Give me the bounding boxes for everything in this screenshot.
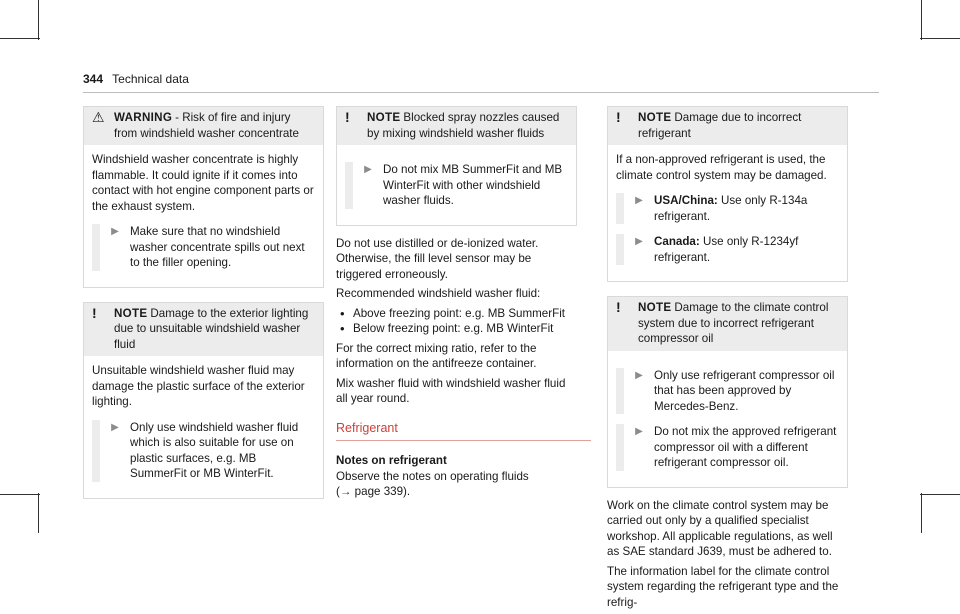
note-header: [608, 107, 847, 145]
instruction-step: ▶ Do not mix the approved refrigerant compressor oil with a different refrigerant compressor oil.: [616, 424, 839, 471]
note-exclamation-icon: !: [345, 109, 350, 125]
page-reference-link[interactable]: (→ page 339).: [336, 485, 411, 498]
paragraph: Mix washer fluid with windshield washer fluid all year round.: [336, 376, 566, 405]
arrow-right-icon: ▶: [111, 226, 119, 237]
column-2: [336, 106, 577, 500]
instruction-step: ▶ Only use windshield washer fluid which is also suitable for use on plastic surfaces, e.g. MB SummerFit or MB WinterFit.: [92, 420, 315, 482]
note-title: Blocked spray nozzles caused by mixing windshield washer fluids: [367, 111, 560, 140]
arrow-right-icon: ▶: [635, 236, 643, 247]
note-box: [83, 302, 324, 499]
page-header: [83, 72, 189, 88]
warning-box: [83, 106, 324, 288]
note-exclamation-icon: !: [616, 299, 621, 315]
note-header: [337, 107, 576, 145]
instruction-step: ▶ Only use refrigerant compressor oil that has been approved by Mercedes-Benz.: [616, 368, 839, 415]
note-body: If a non-approved refrigerant is used, the climate control system may be damaged.: [616, 153, 827, 182]
instruction-step: ▶ Make sure that no windshield washer concentrate spills out next to the filler opening.: [92, 224, 315, 271]
arrow-right-icon: ▶: [635, 426, 643, 437]
arrow-right-icon: ▶: [364, 164, 372, 175]
note-label: NOTE: [367, 111, 401, 124]
arrow-right-icon: ▶: [635, 195, 643, 206]
instruction-step: ▶ Do not mix MB SummerFit and MB WinterFit with other windshield washer fluids.: [345, 162, 568, 209]
bullet-list: [336, 306, 577, 337]
note-exclamation-icon: !: [616, 109, 621, 125]
paragraph: Work on the climate control system may be carried out only by a qualified specialist workshop. All applicable regulations, as well as SAE standard J639, must be adhered to.: [607, 498, 833, 558]
note-title: Damage to the exterior lighting due to unsuitable windshield washer fluid: [114, 306, 309, 351]
crop-mark: [0, 494, 40, 495]
paragraph: Recommended windshield washer fluid:: [336, 287, 541, 300]
section-divider: [336, 440, 591, 441]
note-title: Damage to the climate control system due to incorrect refrigerant compressor oil: [638, 301, 829, 345]
paragraph: Observe the notes on operating fluids: [336, 469, 529, 483]
column-3: [607, 106, 848, 614]
column-1: [83, 106, 324, 499]
paragraph: The information label for the climate control system regarding the refrigerant type and the refrig-: [607, 564, 839, 609]
note-label: NOTE: [114, 306, 148, 320]
warning-body: Windshield washer concentrate is highly flammable. It could ignite if it comes into contact with hot engine component parts or the exhaust system.: [92, 153, 314, 213]
warning-label: WARNING: [114, 111, 173, 124]
crop-mark: [921, 0, 922, 40]
note-header: [608, 297, 847, 351]
instruction-step: ▶ Canada: Use only R-1234yf refrigerant.: [616, 234, 839, 265]
note-label: NOTE: [638, 111, 672, 124]
note-box: [607, 296, 848, 488]
crop-mark: [921, 493, 922, 533]
arrow-right-icon: ▶: [111, 421, 119, 433]
crop-mark: [920, 38, 960, 39]
warning-triangle-icon: ⚠: [92, 109, 105, 125]
page-title: Technical data: [112, 72, 189, 86]
note-box: [336, 106, 577, 226]
note-label: NOTE: [638, 301, 672, 314]
header-divider: [83, 92, 879, 93]
paragraph: Do not use distilled or de-ionized water. Otherwise, the fill level sensor may be triggered erroneously.: [336, 236, 539, 281]
page-number: 344: [83, 72, 104, 86]
note-exclamation-icon: !: [92, 304, 97, 321]
arrow-right-icon: ▶: [635, 369, 643, 381]
crop-mark: [38, 0, 39, 40]
note-title: Damage due to incorrect refrigerant: [638, 111, 802, 140]
list-item: • Below freezing point: e.g. MB WinterFit: [336, 321, 577, 337]
list-item: • Above freezing point: e.g. MB SummerFit: [336, 306, 577, 322]
paragraph: For the correct mixing ratio, refer to the information on the antifreeze container.: [336, 341, 537, 370]
warning-header: [84, 107, 323, 145]
note-body: Unsuitable windshield washer fluid may damage the plastic surface of the exterior lighting.: [92, 364, 305, 408]
warning-title: - Risk of fire and injury from windshield washer concentrate: [114, 111, 299, 140]
section-title: Refrigerant: [336, 420, 398, 435]
crop-mark: [0, 38, 40, 39]
subheading: Notes on refrigerant: [336, 454, 447, 467]
crop-mark: [38, 493, 39, 533]
crop-mark: [920, 494, 960, 495]
note-box: [607, 106, 848, 282]
instruction-step: ▶ USA/China: Use only R-134a refrigerant.: [616, 193, 839, 224]
note-header: [84, 303, 323, 357]
